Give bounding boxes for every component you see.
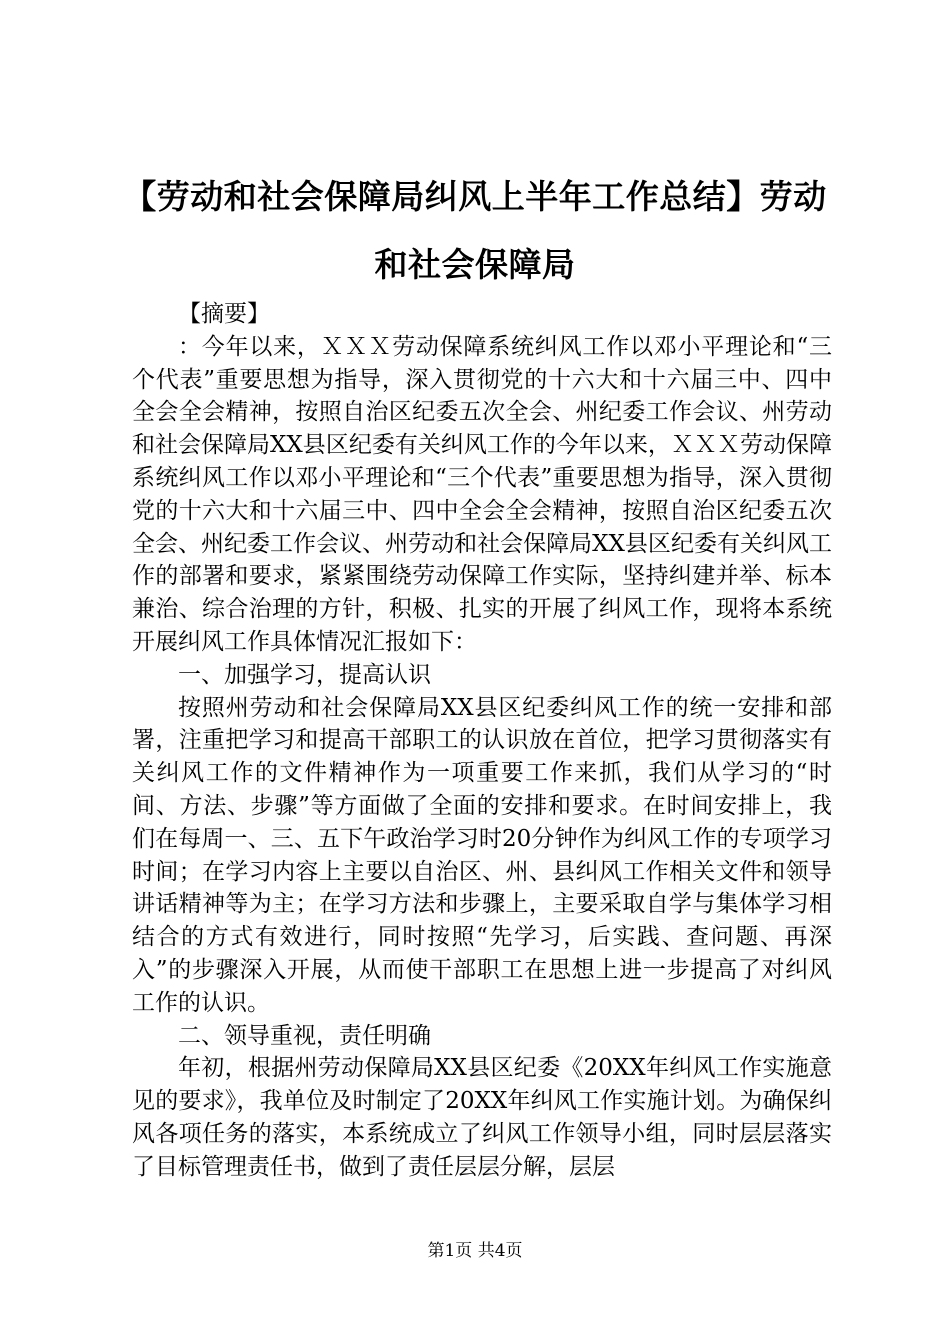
document-title: 【劳动和社会保障局纠风上半年工作总结】劳动和社会保障局	[123, 177, 827, 284]
page-footer: 第1页 共4页	[427, 1241, 523, 1261]
section-heading-2: 二、领导重视，责任明确	[178, 1022, 431, 1049]
section-paragraph-1: 按照州劳动和社会保障局XX县区纪委纠风工作的统一安排和部署，注重把学习和提高干部职工的认识放在首位，把学习贯彻落实有关纠风工作的文件精神作为一项重要工作来抓，我们从学习的“时间、方法、步骤”等方面做了全面的安排和要求。在时间安排上，我们在每周一、三、五下午政治学习时20分钟作为纠风工作的专项学习时间；在学习内容上主要以自治区、州、县纠风工作相关文件和领导讲话精神等为主；在学习方法和步骤上，主要采取自学与集体学习相结合的方式有效进行，同时按照“先学习，后实践、查问题、再深入”的步骤深入开展，从而使干部职工在思想上进一步提高了对纠风工作的认识。	[132, 694, 832, 1016]
abstract-label: 【摘要】	[178, 301, 270, 327]
abstract-paragraph: ：今年以来，ＸＸＸ劳动保障系统纠风工作以邓小平理论和“三个代表”重要思想为指导，深入贯彻党的十六大和十六届三中、四中全会全会精神，按照自治区纪委五次全会、州纪委工作会议、州劳动和社会保障局XX县区纪委有关纠风工作的今年以来，ＸＸＸ劳动保障系统纠风工作以邓小平理论和“三个代表”重要思想为指导，深入贯彻党的十六大和十六届三中、四中全会全会精神，按照自治区纪委五次全会、州纪委工作会议、州劳动和社会保障局XX县区纪委有关纠风工作的部署和要求，紧紧围绕劳动保障工作实际，坚持纠建并举、标本兼治、综合治理的方针，积极、扎实的开展了纠风工作，现将本系统开展纠风工作具体情况汇报如下：	[132, 333, 832, 655]
section-paragraph-2: 年初，根据州劳动保障局XX县区纪委《20XX年纠风工作实施意见的要求》，我单位及时制定了20XX年纠风工作实施计划。为确保纠风各项任务的落实，本系统成立了纠风工作领导小组，同时层层落实了目标管理责任书，做到了责任层层分解，层层	[132, 1055, 832, 1180]
document-body	[132, 298, 832, 1184]
section-heading-1: 一、加强学习，提高认识	[178, 661, 431, 688]
